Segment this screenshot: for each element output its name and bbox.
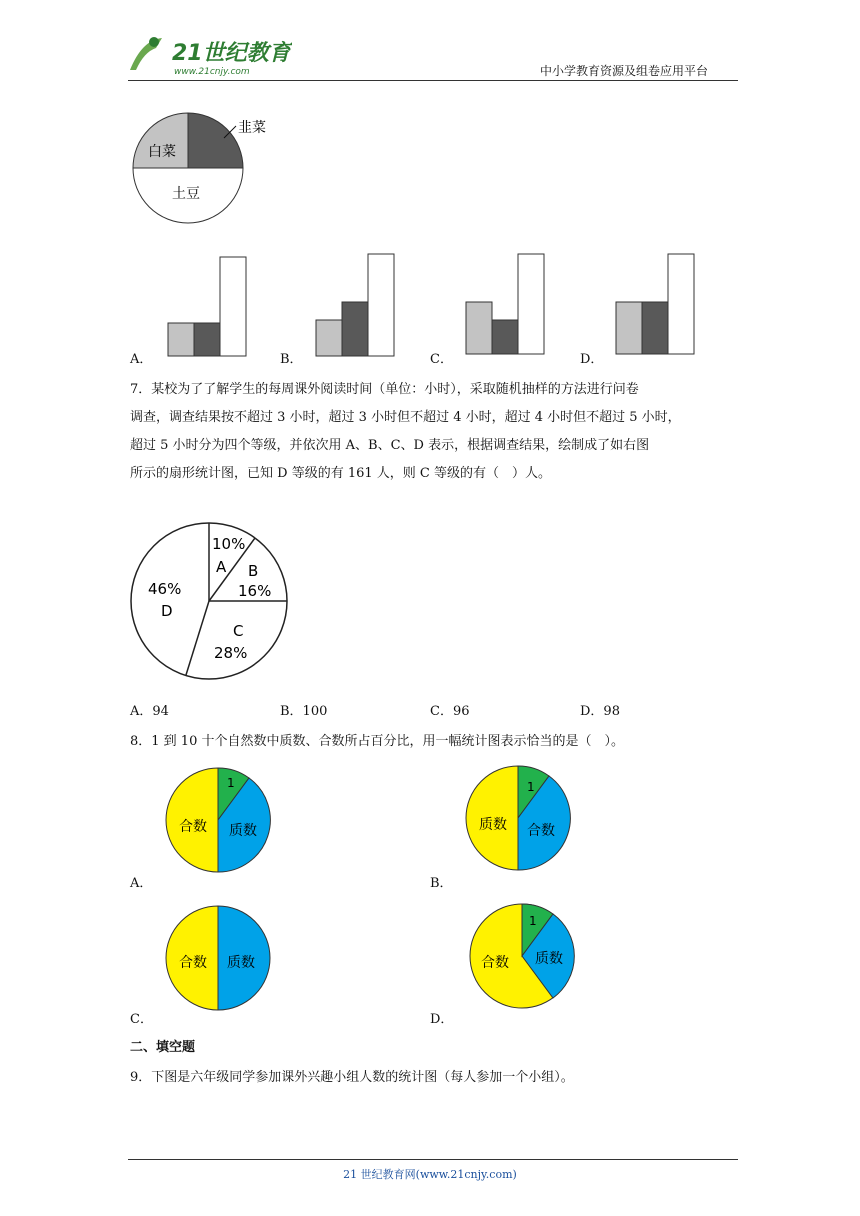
q6-option-c-bars xyxy=(466,254,544,354)
q8-b-label-composite: 合数 xyxy=(527,823,555,839)
q8-a-label-prime: 质数 xyxy=(229,823,257,839)
q7-pct-a: 10% xyxy=(212,535,246,553)
q6-option-b-bars xyxy=(316,254,394,356)
q8-a-label-one: 1 xyxy=(227,776,235,790)
q6-pie-chart xyxy=(128,108,278,232)
header-divider xyxy=(128,80,738,81)
q8-pie-b xyxy=(465,765,575,875)
q7-pct-b: 16% xyxy=(238,582,272,600)
q8-option-c[interactable]: C． xyxy=(130,1012,153,1027)
q8-option-a[interactable]: A． xyxy=(130,876,153,891)
q6-label-baicai: 白菜 xyxy=(148,144,176,160)
q6-pie-slice-jiucai xyxy=(188,113,243,168)
q8-question: 8．1 到 10 十个自然数中质数、合数所占百分比，用一幅统计图表示恰当的是（ ）。 xyxy=(130,734,624,749)
q7-line-2: 调查，调查结果按不超过 3 小时，超过 3 小时但不超过 4 小时，超过 4 小时但不超过 5 小时， xyxy=(130,410,681,425)
q8-d-label-composite: 合数 xyxy=(481,955,509,971)
q8-pie-d xyxy=(469,901,579,1013)
q6-option-b[interactable]: B． xyxy=(280,352,303,367)
q6-option-c[interactable]: C． xyxy=(430,352,453,367)
q6-option-a[interactable]: A． xyxy=(130,352,153,367)
q7-label-a: A xyxy=(216,558,227,576)
q8-b-label-one: 1 xyxy=(527,780,535,794)
header-site-name: 中小学教育资源及组卷应用平台 xyxy=(540,64,709,78)
logo-subtext: www.21cnjy.com xyxy=(174,67,250,77)
q8-d-label-one: 1 xyxy=(529,914,537,928)
q7-label-c: C xyxy=(233,622,244,640)
q8-c-label-prime: 质数 xyxy=(227,955,255,971)
q7-question xyxy=(130,376,750,488)
q8-c-label-composite: 合数 xyxy=(179,955,207,971)
q7-pct-d: 46% xyxy=(148,580,182,598)
q6-label-tudou: 土豆 xyxy=(172,186,200,202)
q6-option-d-bars xyxy=(616,254,694,354)
q8-d-label-prime: 质数 xyxy=(535,951,563,967)
q7-option-b[interactable]: B．100 xyxy=(280,704,328,719)
q7-option-d[interactable]: D．98 xyxy=(580,704,620,719)
footer-text[interactable]: 21 世纪教育网(www.21cnjy.com) xyxy=(343,1168,517,1181)
q7-option-a[interactable]: A．94 xyxy=(130,704,169,719)
q9-question: 9．下图是六年级同学参加课外兴趣小组人数的统计图（每人参加一个小组）。 xyxy=(130,1070,574,1085)
q8-pie-a xyxy=(165,767,275,877)
q7-pct-c: 28% xyxy=(214,644,248,662)
q6-label-jiucai: 韭菜 xyxy=(238,120,266,136)
q6-option-a-bars xyxy=(168,257,246,356)
q7-line-4: 所示的扇形统计图，已知 D 等级的有 161 人，则 C 等级的有（ ）人。 xyxy=(130,466,551,481)
q7-label-d: D xyxy=(161,602,173,620)
q7-label-b: B xyxy=(248,562,259,580)
logo xyxy=(122,30,292,82)
q6-option-d[interactable]: D． xyxy=(580,352,604,367)
footer-divider xyxy=(128,1159,738,1160)
section-title: 二、填空题 xyxy=(130,1040,196,1055)
q8-a-label-composite: 合数 xyxy=(179,819,207,835)
q8-option-b[interactable]: B． xyxy=(430,876,453,891)
q6-bar-options xyxy=(128,250,748,360)
q8-b-label-prime: 质数 xyxy=(479,817,507,833)
q8-option-d[interactable]: D． xyxy=(430,1012,454,1027)
q7-line-1: 7．某校为了了解学生的每周课外阅读时间（单位：小时），采取随机抽样的方法进行问卷 xyxy=(130,382,639,397)
q7-line-3: 超过 5 小时分为四个等级，并依次用 A、B、C、D 表示，根据调查结果，绘制成了如右图 xyxy=(130,438,650,453)
q7-option-c[interactable]: C．96 xyxy=(430,704,470,719)
logo-text: 21世纪教育 xyxy=(172,41,291,66)
q8-pie-c xyxy=(165,905,275,1015)
q7-pie-chart xyxy=(128,520,298,686)
